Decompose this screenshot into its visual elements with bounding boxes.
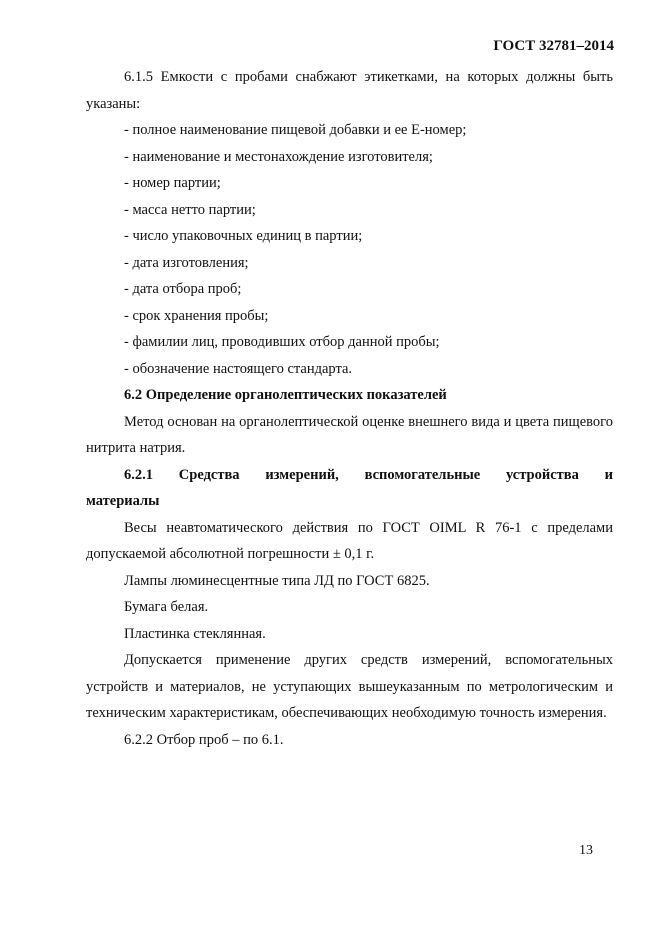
- page-body: [86, 64, 613, 753]
- list-item: - дата отбора проб;: [124, 281, 242, 297]
- list-item: - масса нетто партии;: [124, 201, 256, 218]
- list-item: - число упаковочных единиц в партии;: [124, 228, 363, 244]
- section-6-2-1-heading-line2: материалы: [86, 493, 160, 509]
- label-requirements-list: [86, 117, 613, 382]
- section-6-2-2-text: 6.2.2 Отбор проб – по 6.1.: [124, 731, 284, 748]
- section-6-2-heading: 6.2 Определение органолептических показателей: [124, 387, 447, 403]
- list-item: - полное наименование пищевой добавки и ее Е-номер;: [124, 122, 467, 138]
- list-item: - обозначение настоящего стандарта.: [124, 360, 353, 377]
- list-item: - наименование и местонахождение изготовителя;: [124, 148, 433, 165]
- glass-plate-paragraph: Пластинка стеклянная.: [124, 625, 266, 642]
- section-6-1-5-line1: 6.1.5 Емкости с пробами снабжают этикетками, на которых должны быть: [124, 69, 613, 85]
- paper-paragraph: Бумага белая.: [124, 599, 209, 615]
- section-6-1-5-line2: указаны:: [86, 95, 141, 112]
- alternatives-paragraph: Допускается применение других средств измерений, вспомогательных устройств и материалов, не уступающих вышеуказанным по метрологическим и техническим характеристикам, обеспечивающих необходимую точность измерения.: [86, 652, 613, 721]
- scales-paragraph: Весы неавтоматического действия по ГОСТ OIML R 76-1 с пределами допускаемой абсолютной погрешности ± 0,1 г.: [86, 519, 613, 562]
- document-header: ГОСТ 32781–2014: [493, 38, 614, 54]
- section-6-2-text: Метод основан на органолептической оценке внешнего вида и цвета пищевого нитрита натрия.: [86, 413, 613, 456]
- section-6-2-1-heading-line1: 6.2.1 Средства измерений, вспомогательные устройства и: [124, 466, 613, 483]
- lamps-paragraph: Лампы люминесцентные типа ЛД по ГОСТ 6825.: [124, 572, 430, 589]
- list-item: - номер партии;: [124, 175, 221, 191]
- list-item: - фамилии лиц, проводивших отбор данной пробы;: [124, 334, 440, 350]
- page-number: 13: [579, 843, 593, 858]
- list-item: - дата изготовления;: [124, 254, 249, 271]
- list-item: - срок хранения пробы;: [124, 307, 269, 324]
